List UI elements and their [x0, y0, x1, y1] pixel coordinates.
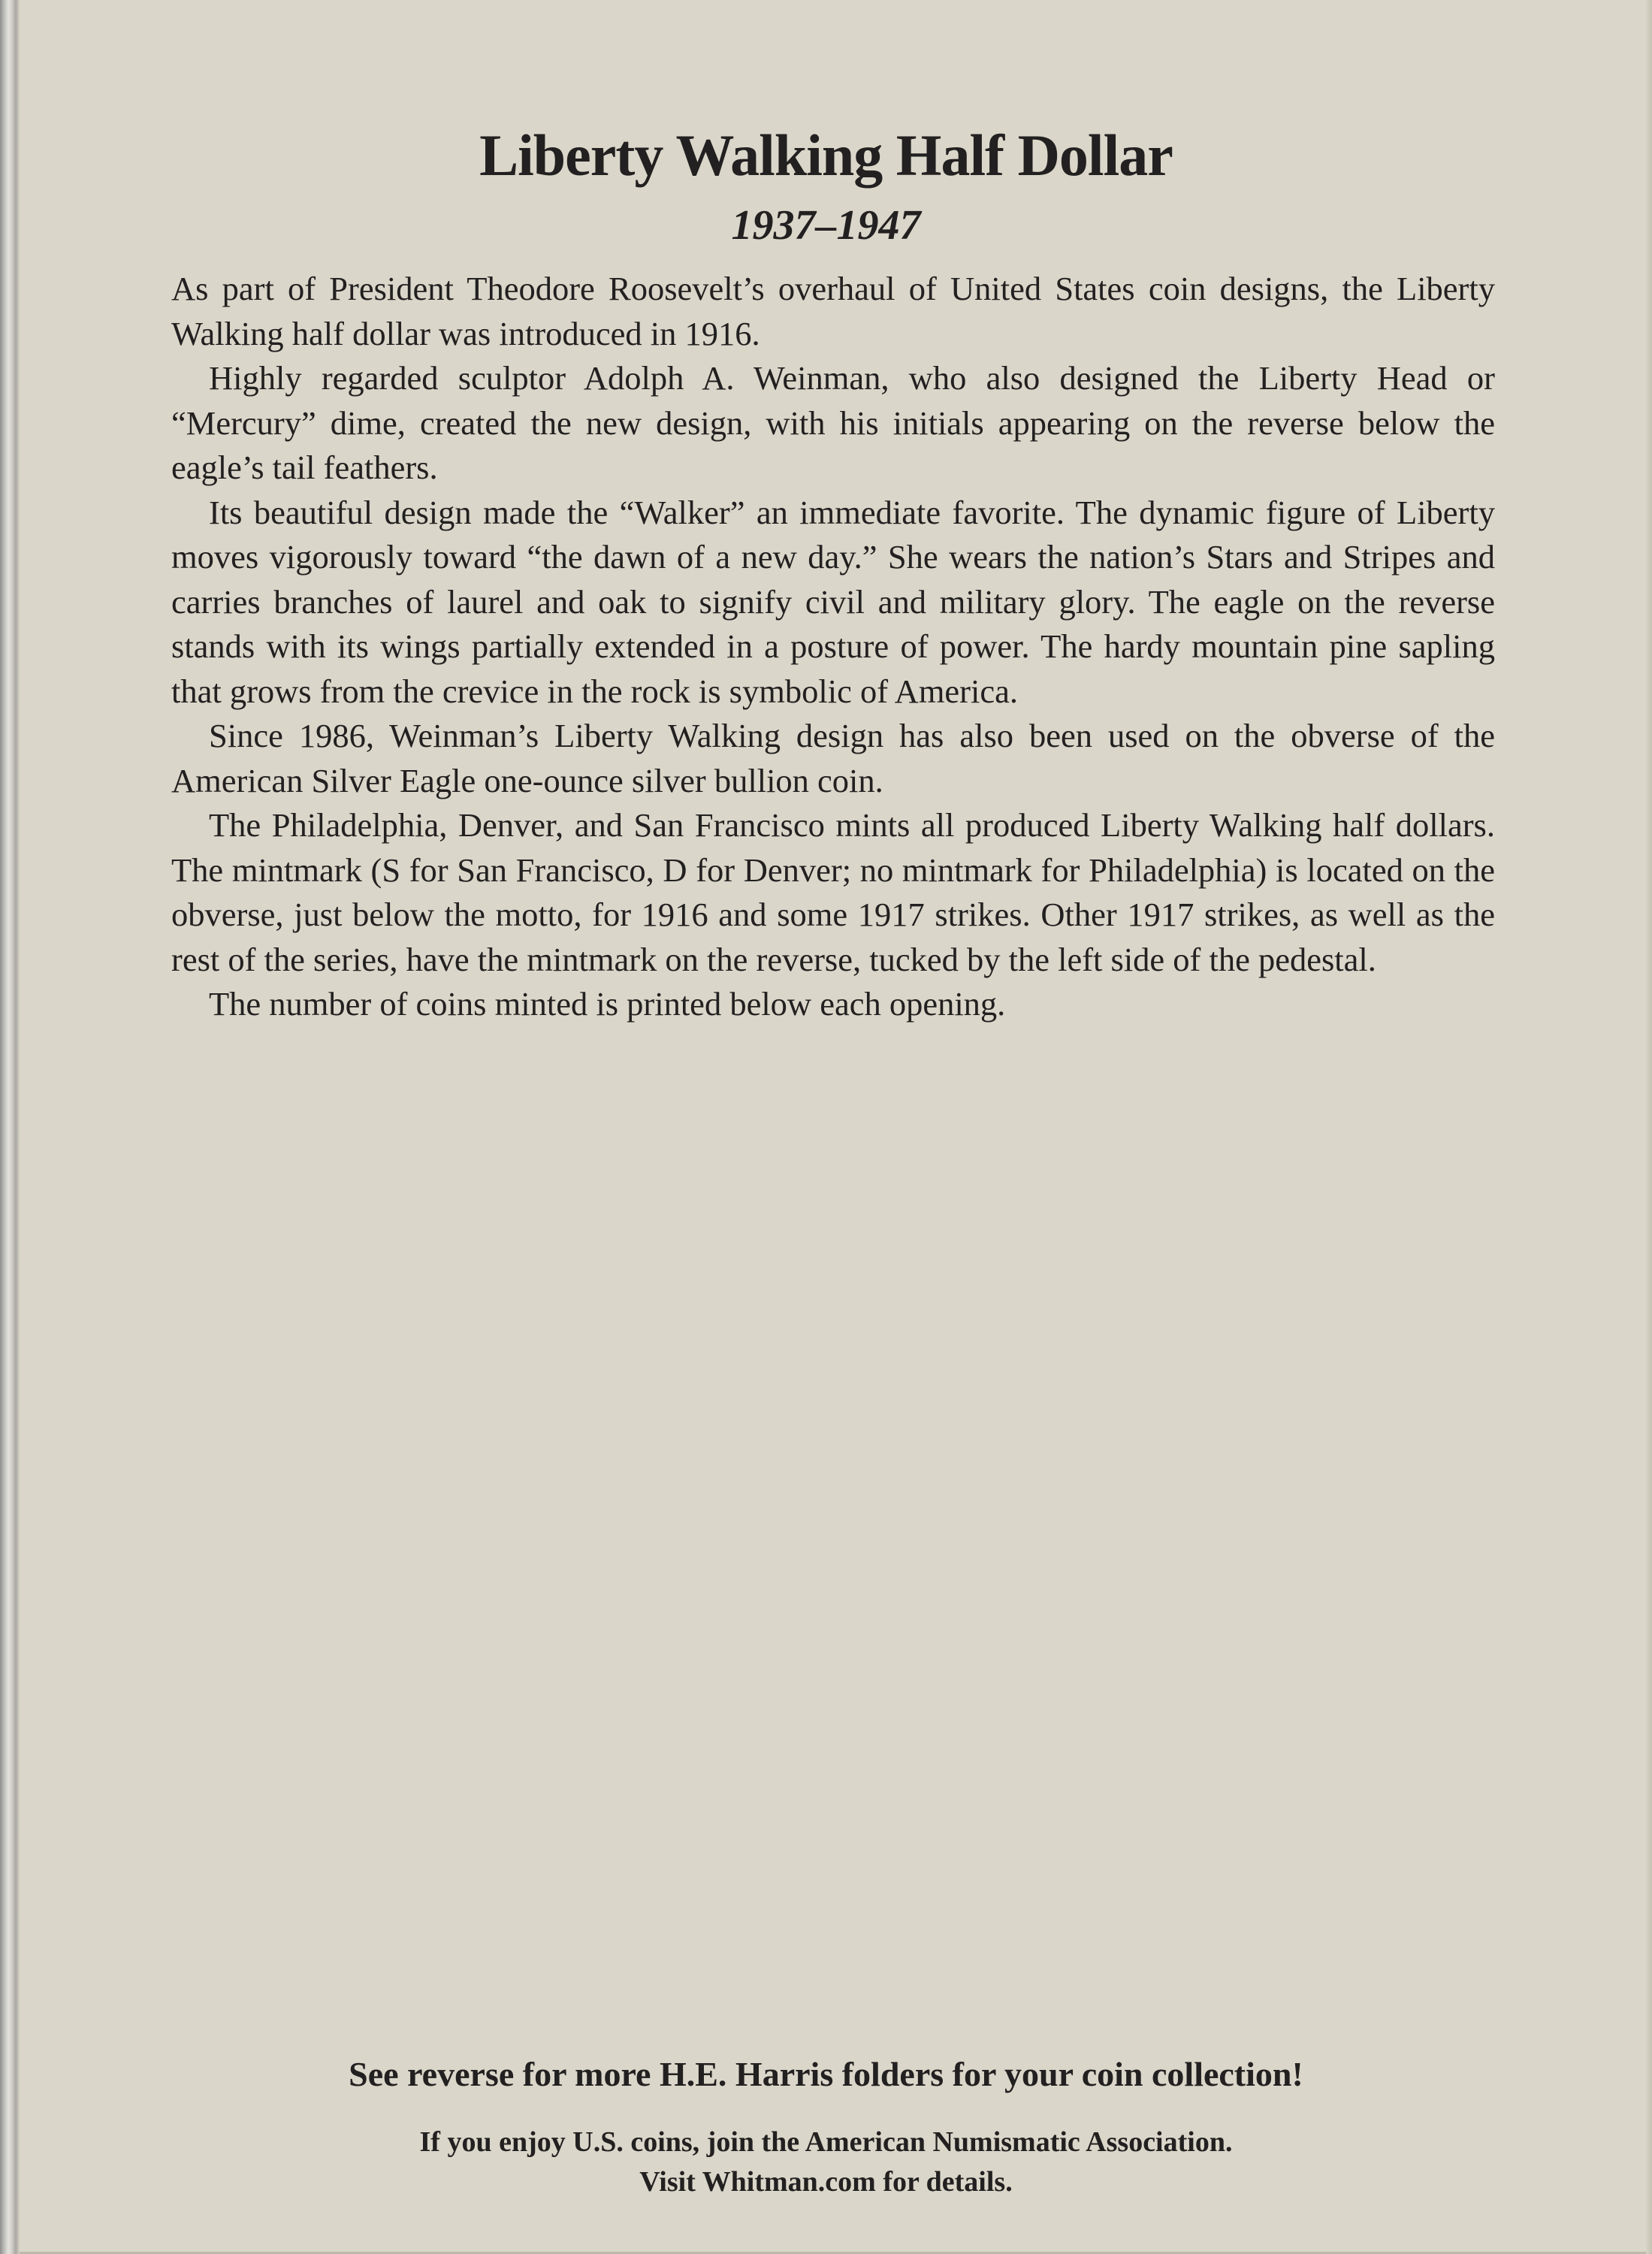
- date-range-subtitle: 1937–1947: [731, 202, 921, 249]
- paragraph: Its beautiful design made the “Walker” an immediate favorite. The dynamic figure of Liberty moves vigorously toward “the dawn of a new day.” She wears the nation’s Stars and Stripes and carries branches of laurel and oak to signify civil and military glory. The eagle on the reverse stands with its wings partially extended in a posture of power. The hardy mountain pine sapling that grows from the crevice in the rock is symbolic of America.: [171, 493, 1495, 710]
- paragraph: The number of coins minted is printed below each opening.: [209, 985, 1006, 1023]
- footer-line: If you enjoy U.S. coins, join the American Numismatic Association.: [419, 2126, 1233, 2158]
- description-body: [171, 267, 1495, 1027]
- page-title: Liberty Walking Half Dollar: [479, 122, 1173, 188]
- paragraph: Since 1986, Weinman’s Liberty Walking design has also been used on the obverse of the American Silver Eagle one-ounce silver bullion coin.: [171, 717, 1495, 799]
- paragraph: Highly regarded sculptor Adolph A. Weinman, who also designed the Liberty Head or “Mercury” dime, created the new design, with his initials appearing on the reverse below the eagle’s tail feathers.: [171, 359, 1495, 486]
- paragraph: As part of President Theodore Roosevelt’s overhaul of United States coin designs, the Liberty Walking half dollar was introduced in 1916.: [171, 270, 1495, 352]
- paragraph: The Philadelphia, Denver, and San Francisco mints all produced Liberty Walking half dollars. The mintmark (S for San Francisco, D for Denver; no mintmark for Philadelphia) is located on the obverse, just below the motto, for 1916 and some 1917 strikes. Other 1917 strikes, as well as the rest of the series, have the mintmark on the reverse, tucked by the left side of the pedestal.: [171, 806, 1495, 978]
- binding-edge: [0, 0, 20, 2254]
- footer-line: Visit Whitman.com for details.: [639, 2166, 1013, 2198]
- footer-headline: See reverse for more H.E. Harris folders for your coin collection!: [349, 2055, 1303, 2093]
- page-right-edge: [1646, 0, 1650, 2254]
